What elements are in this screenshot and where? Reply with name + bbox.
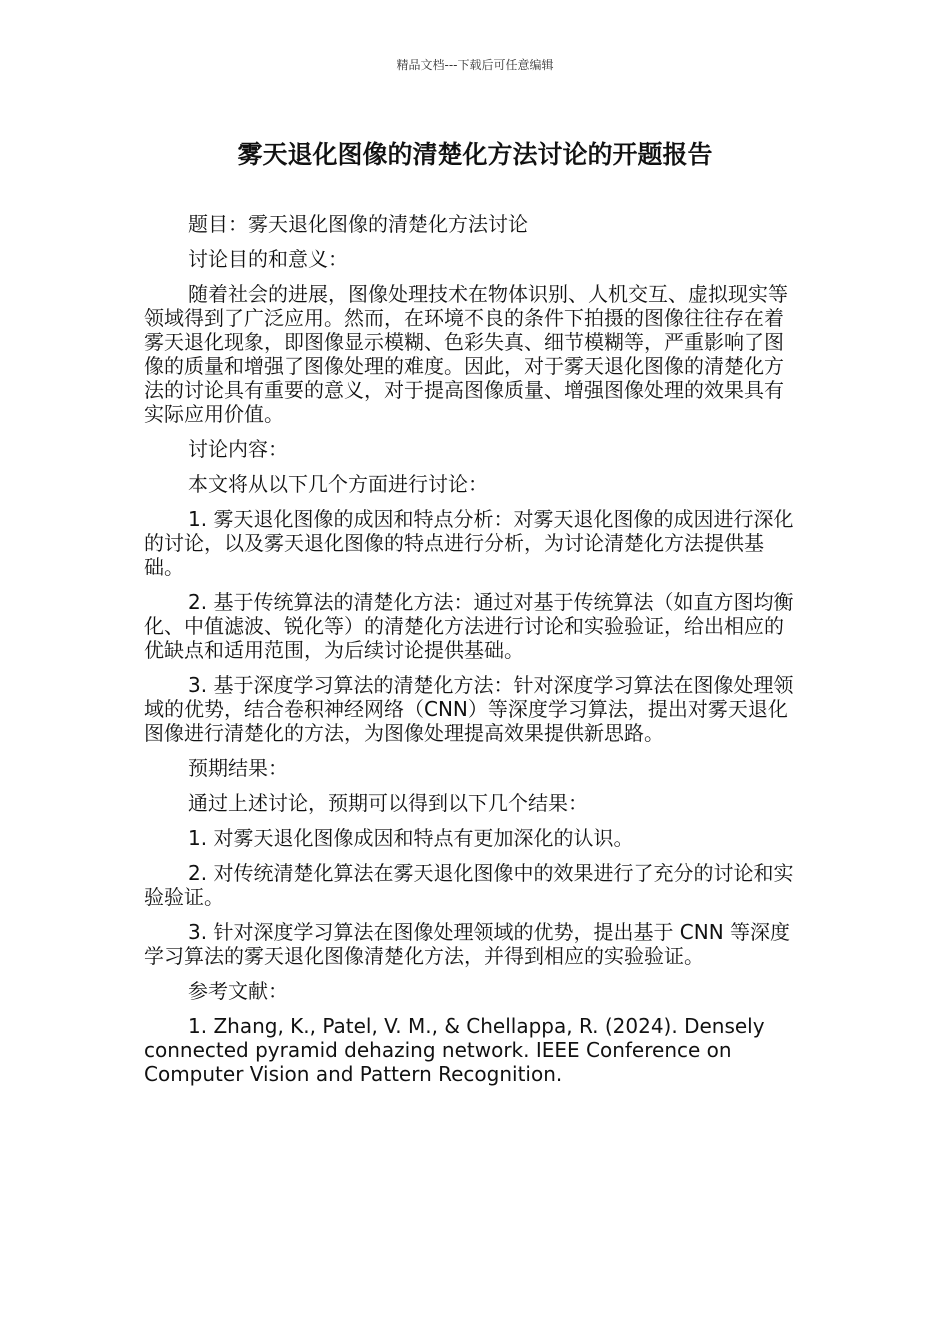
result-item-2: 2. 对传统清楚化算法在雾天退化图像中的效果进行了充分的讨论和实验验证。 <box>144 861 794 909</box>
result-item-1: 1. 对雾天退化图像成因和特点有更加深化的认识。 <box>188 826 634 850</box>
result-item-3: 3. 针对深度学习算法在图像处理领域的优势，提出基于 CNN 等深度学习算法的雾天退化图像清楚化方法，并得到相应的实验验证。 <box>144 920 791 968</box>
section-heading-references: 参考文献： <box>188 979 288 1003</box>
content-intro: 本文将从以下几个方面进行讨论： <box>188 472 488 496</box>
section-heading-content: 讨论内容： <box>188 437 288 461</box>
results-intro: 通过上述讨论，预期可以得到以下几个结果： <box>188 791 588 815</box>
reference-item-1: 1. Zhang, K., Patel, V. M., & Chellappa, R. (2024). Densely connected pyramid dehazing network. IEEE Conference on Computer Vision and Pattern Recognition. <box>144 1014 765 1086</box>
purpose-paragraph: 随着社会的进展，图像处理技术在物体识别、人机交互、虚拟现实等领域得到了广泛应用。然而，在环境不良的条件下拍摄的图像往往存在着雾天退化现象，即图像显示模糊、色彩失真、细节模糊等，严重影响了图像的质量和增强了图像处理的难度。因此，对于雾天退化图像的清楚化方法的讨论具有重要的意义，对于提高图像质量、增强图像处理的效果具有实际应用价值。 <box>144 282 788 426</box>
document-title: 雾天退化图像的清楚化方法讨论的开题报告 <box>237 140 713 169</box>
topic-line: 题目：雾天退化图像的清楚化方法讨论 <box>188 212 528 236</box>
page-header-note: 精品文档---下载后可任意编辑 <box>396 58 554 72</box>
content-item-3: 3. 基于深度学习算法的清楚化方法：针对深度学习算法在图像处理领域的优势，结合卷积神经网络（CNN）等深度学习算法，提出对雾天退化图像进行清楚化的方法，为图像处理提高效果提供新思路。 <box>144 673 794 745</box>
content-item-2: 2. 基于传统算法的清楚化方法：通过对基于传统算法（如直方图均衡化、中值滤波、锐化等）的清楚化方法进行讨论和实验验证，给出相应的优缺点和适用范围，为后续讨论提供基础。 <box>144 590 794 662</box>
section-heading-purpose: 讨论目的和意义： <box>188 247 348 271</box>
document-body <box>144 212 800 1097</box>
section-heading-results: 预期结果： <box>188 756 288 780</box>
content-item-1: 1. 雾天退化图像的成因和特点分析：对雾天退化图像的成因进行深化的讨论，以及雾天退化图像的特点进行分析，为讨论清楚化方法提供基础。 <box>144 507 794 579</box>
